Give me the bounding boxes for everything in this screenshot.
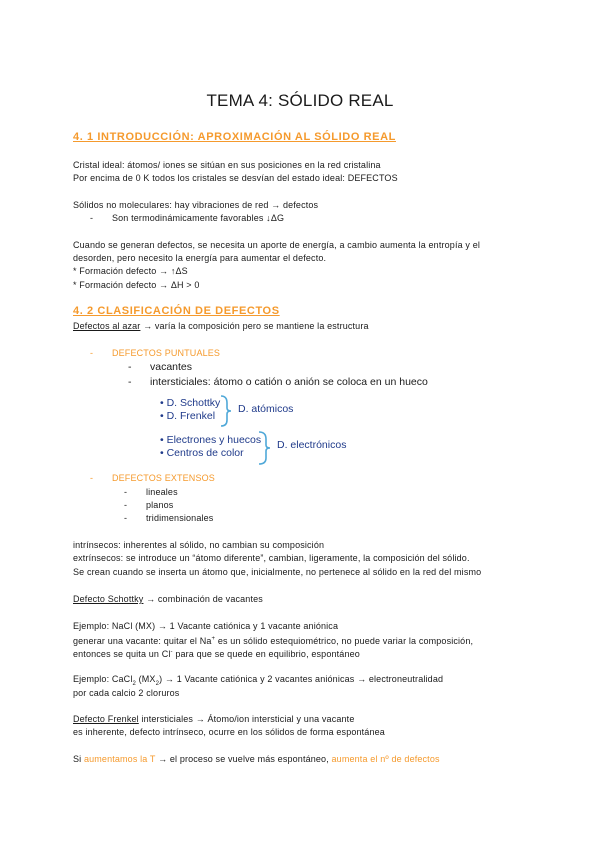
extensos-heading: - DEFECTOS EXTENSOS <box>90 473 215 483</box>
paragraph-line: Sólidos no moleculares: hay vibraciones de red → defectos <box>73 200 319 210</box>
paragraph-line: generar una vacante: quitar el Na+ es un sólido estequiométrico, no puede variar la composición, <box>73 636 474 646</box>
diagram-item: • D. Frenkel <box>160 410 216 422</box>
brace-electronicos <box>256 430 274 466</box>
diagram-label-atomicos: D. atómicos <box>238 403 294 415</box>
list-item: - vacantes <box>128 361 193 373</box>
paragraph-line: desorden, pero necesito la energía para aumentar el defecto. <box>73 253 327 263</box>
section-heading-introduccion: 4. 1 INTRODUCCIÓN: APROXIMACIÓN AL SÓLIDO REAL <box>73 131 396 143</box>
brace-atomicos <box>218 394 234 428</box>
paragraph-line: Por encima de 0 K todos los cristales se desvían del estado ideal: DEFECTOS <box>73 173 398 183</box>
paragraph-line: Cristal ideal: átomos/ iones se sitúan en sus posiciones en la red cristalina <box>73 160 381 170</box>
paragraph-line: Ejemplo: NaCl (MX) → 1 Vacante catiónica y 1 vacante aniónica <box>73 621 339 631</box>
list-item: - tridimensionales <box>124 513 214 523</box>
puntuales-heading: - DEFECTOS PUNTUALES <box>90 348 221 358</box>
paragraph-line: intrínsecos: inherentes al sólido, no cambian su composición <box>73 540 325 550</box>
list-item: - planos <box>124 500 174 510</box>
page-title: TEMA 4: SÓLIDO REAL <box>206 91 394 110</box>
diagram-label-electronicos: D. electrónicos <box>277 439 347 451</box>
paragraph-line: Ejemplo: CaCl$_2$ $(MX_2) \to 1$ Vacante catiónica y 2 vacantes aniónicas → electroneutralidad <box>73 674 444 687</box>
paragraph-line: por cada calcio 2 cloruros <box>73 688 180 698</box>
paragraph-line: Cuando se generan defectos, se necesita un aporte de energía, a cambio aumenta la entropía y el <box>73 240 481 250</box>
paragraph-line: extrínsecos: se introduce un “átomo diferente”, cambian, ligeramente, la composición del sólido. <box>73 553 470 563</box>
conclusion-line: Si aumentamos la T → el proceso se vuelve más espontáneo, aumenta el nº de defectos <box>73 754 440 764</box>
paragraph-line: es inherente, defecto intrínseco, ocurre en los sólidos de forma espontánea <box>73 727 385 737</box>
paragraph-line: * Formación defecto → ↑ΔS <box>73 266 188 276</box>
schottky-line: Defecto Schottky → combinación de vacantes <box>73 594 263 604</box>
defectos-azar-line: Defectos al azar → varía la composición pero se mantiene la estructura <box>73 321 369 331</box>
bullet-item: - Son termodinámicamente favorables ↓ΔG <box>90 213 285 223</box>
list-item: - intersticiales: átomo o catión o anión se coloca en un hueco <box>128 376 428 388</box>
diagram-item: • Electrones y huecos <box>160 434 262 446</box>
paragraph-line: Se crean cuando se inserta un átomo que, inicialmente, no pertenece al sólido en la red del mismo <box>73 567 482 577</box>
frenkel-line: Defecto Frenkel intersticiales → Átomo/ion intersticial y una vacante <box>73 714 355 724</box>
paragraph-line: * Formación defecto → ΔH > 0 <box>73 280 200 290</box>
section-heading-clasificacion: 4. 2 CLASIFICACIÓN DE DEFECTOS <box>73 305 280 317</box>
list-item: - lineales <box>124 487 178 497</box>
paragraph-line: entonces se quita un Cl- para que se quede en equilibrio, espontáneo <box>73 649 360 659</box>
diagram-item: • D. Schottky <box>160 397 221 409</box>
diagram-item: • Centros de color <box>160 447 244 459</box>
